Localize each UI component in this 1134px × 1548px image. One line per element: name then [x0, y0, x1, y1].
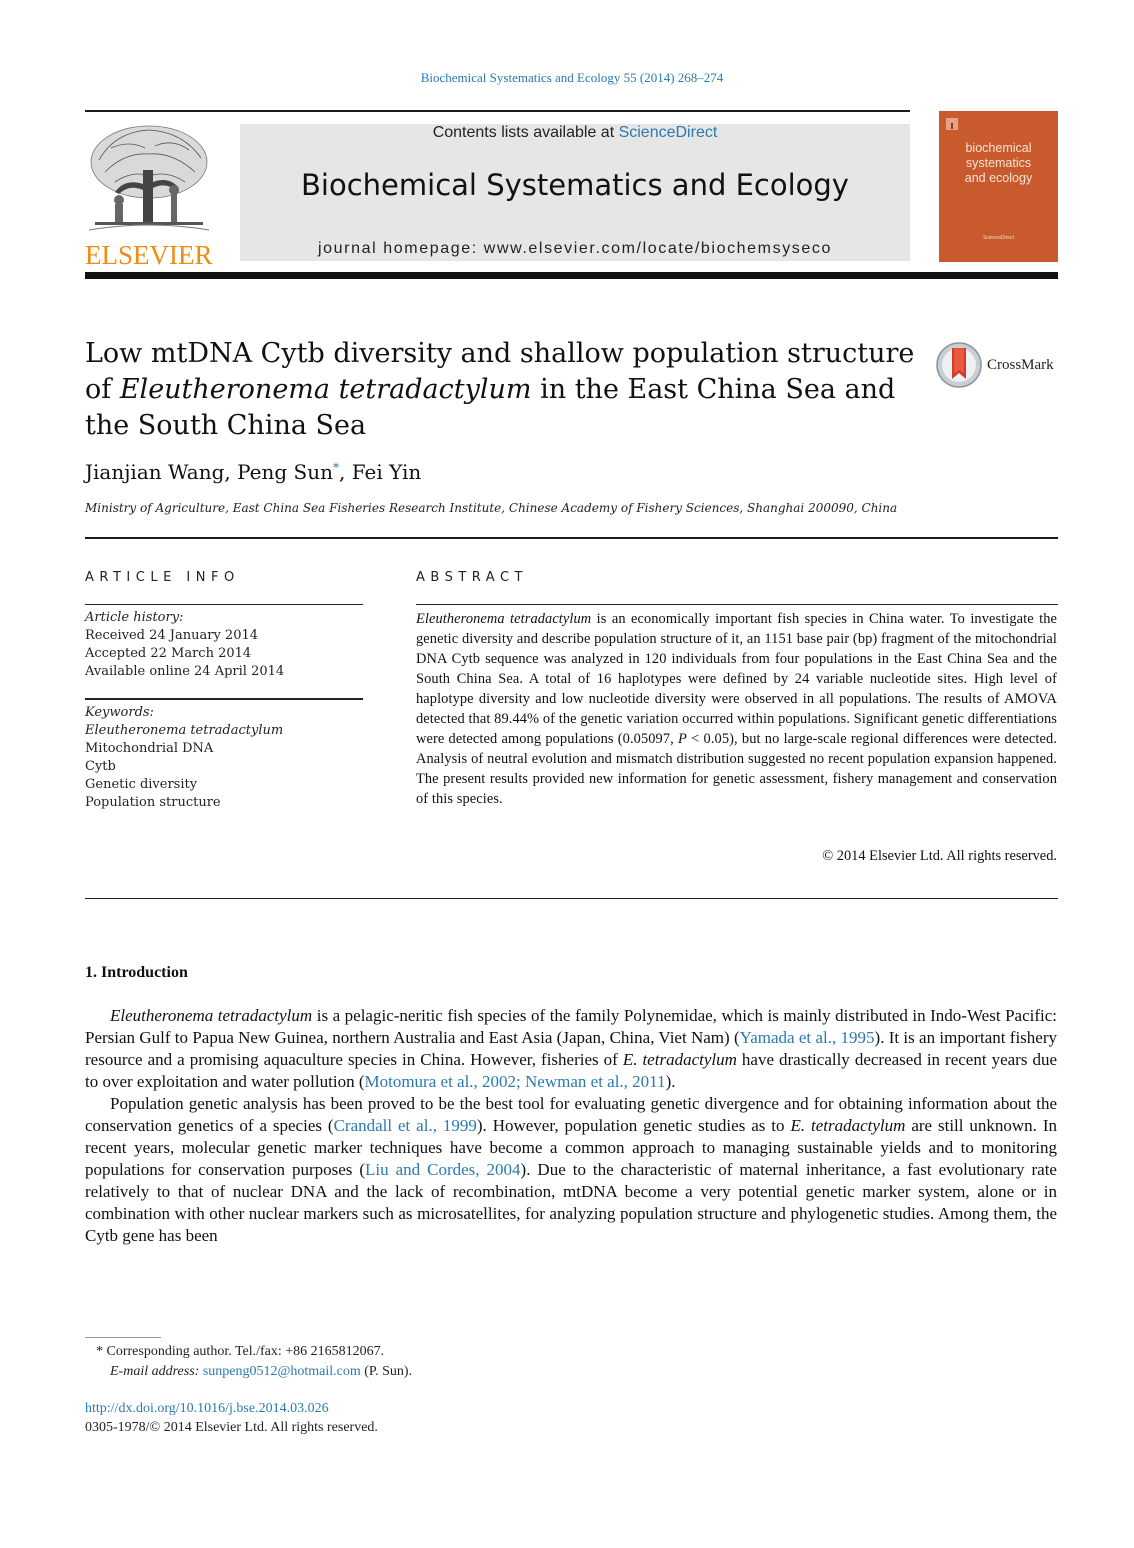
keywords-label: Keywords: [85, 705, 154, 720]
abstract-bottom-rule [85, 898, 1058, 899]
intro-species: E. tetradactylum [622, 1050, 737, 1069]
intro-text: are still unknown. In recent years, molecular genetic marker techniques have become a common approach to managing sustainable yields and to monitoring populations for conservation purposes ( [85, 1116, 1057, 1179]
issn-copyright: 0305-1978/© 2014 Elsevier Ltd. All rights reserved. [85, 1420, 378, 1435]
abstract-body-2: < 0.05), but no large-scale regional differences were detected. Analysis of neutral evolution and mismatch distribution suggested no recent population expansion happened. The present results provided new information for genetic assessment, fishery management and conservation of this species. [416, 731, 1057, 807]
citation-link[interactable]: Motomura et al., 2002; Newman et al., 2011 [364, 1072, 666, 1091]
abstract-heading: ABSTRACT [416, 570, 528, 585]
keyword-item: Genetic diversity [85, 777, 198, 792]
citation-link[interactable]: Liu and Cordes, 2004 [365, 1160, 521, 1179]
elsevier-wordmark: ELSEVIER [85, 240, 213, 270]
header-thick-rule [85, 272, 1058, 279]
email-link[interactable]: sunpeng0512@hotmail.com [202, 1364, 361, 1379]
history-label: Article history: [85, 610, 184, 625]
intro-text: ). Due to the characteristic of maternal inheritance, a fast evolutionary rate relatively to that of nuclear DNA and the lack of recombination, mtDNA become a very potential genetic marker system, alone or in combination with other nuclear markers such as microsatellites, for analyzing population structure and phylogenetic studies. Among them, the Cytb gene has been [85, 1160, 1057, 1245]
article-info-heading: ARTICLE INFO [85, 570, 240, 585]
elsevier-logo[interactable] [85, 122, 213, 270]
keyword-item: Cytb [85, 759, 116, 774]
corresponding-author-note [96, 1342, 412, 1362]
abstract-species: Eleutheronema tetradactylum [416, 611, 592, 627]
keywords-block [85, 704, 283, 812]
email-label: E-mail address: [110, 1364, 200, 1379]
crossmark-icon [935, 341, 983, 389]
accepted-date: Accepted 22 March 2014 [85, 646, 252, 661]
intro-species: Eleutheronema tetradactylum [110, 1006, 313, 1025]
intro-paragraph-2 [85, 1093, 1057, 1247]
cover-line-3: and ecology [964, 171, 1033, 185]
abstract-rule [416, 604, 1058, 605]
footnote-text: Corresponding author. Tel./fax: +86 2165812067. [103, 1344, 385, 1359]
intro-text: have drastically decreased in recent years due to over exploitation and water pollution ( [85, 1050, 1058, 1091]
intro-species: E. tetradactylum [790, 1116, 906, 1135]
abstract-body-1: is an economically important fish species in China water. To investigate the genetic diversity and describe population structure of it, an 1151 base pair (bp) fragment of the mitochondrial DNA Cytb sequence was analyzed in 120 individuals from four populations in the East China Sea and the South China Sea. A total of 16 haplotypes were defined by 24 variable nucleotide sites. High level of haplotype diversity and low nucleotide diversity were observed in all populations. The results of AMOVA detected that 89.44% of the genetic variation occurred within populations. Significant genetic differentiations were detected among populations (0.05097, [416, 611, 1058, 747]
title-part-2: in the East China Sea and the South China Sea [85, 374, 896, 441]
email-line [96, 1362, 412, 1382]
introduction-heading: 1. Introduction [85, 964, 188, 981]
affiliation-rule [85, 537, 1058, 539]
cover-line-2: systematics [965, 156, 1032, 170]
doi-block [85, 1399, 378, 1437]
author-list [85, 460, 421, 484]
received-date: Received 24 January 2014 [85, 628, 259, 643]
cover-line-1: biochemical [965, 141, 1032, 155]
keyword-item: Eleutheronema tetradactylum [85, 723, 284, 738]
cover-tree-icon [945, 117, 959, 131]
title-part-1: Low mtDNA Cytb diversity and shallow population structure of [85, 338, 915, 405]
keyword-item: Mitochondrial DNA [85, 741, 214, 756]
header-top-rule [85, 110, 910, 112]
intro-text: is a pelagic-neritic fish species of the family Polynemidae, which is mainly distributed in Indo-West Pacific: Persian Gulf to Papua New Guinea, northern Australia and East Asia (Japan, China, Viet Nam) ( [85, 1006, 1057, 1047]
contents-line [240, 124, 910, 142]
cover-title [939, 141, 1058, 186]
online-date: Available online 24 April 2014 [85, 664, 285, 679]
crossmark-label: CrossMark [987, 357, 1054, 373]
journal-homepage[interactable]: journal homepage: www.elsevier.com/locate/biochemsyseco [318, 240, 832, 257]
journal-reference[interactable]: Biochemical Systematics and Ecology 55 (2014) 268–274 [420, 70, 724, 85]
authors-part-2: , Fei Yin [339, 460, 422, 484]
keyword-item: Population structure [85, 795, 221, 810]
abstract-copyright: © 2014 Elsevier Ltd. All rights reserved. [822, 848, 1057, 864]
corresponding-author-marker[interactable]: * [333, 460, 340, 475]
contents-prefix: Contents lists available at [432, 124, 619, 141]
intro-text: ). It is an important fishery resource and a promising aquaculture species in China. However, fisheries of [85, 1028, 1057, 1069]
citation-link[interactable]: Crandall et al., 1999 [333, 1116, 477, 1135]
authors-part-1: Jianjian Wang, Peng Sun [85, 460, 334, 484]
intro-text: Population genetic analysis has been proved to be the best tool for evaluating genetic divergence and for obtaining information about the conservation genetics of a species ( [85, 1094, 1057, 1135]
keywords-rule [85, 698, 363, 700]
footnote-rule [85, 1337, 161, 1338]
doi-link[interactable]: http://dx.doi.org/10.1016/j.bse.2014.03.026 [85, 1401, 329, 1416]
introduction-body [85, 1005, 1057, 1247]
footnote [96, 1342, 412, 1382]
article-info-rule [85, 604, 363, 605]
intro-text: ). [665, 1072, 676, 1091]
journal-cover[interactable] [939, 111, 1058, 262]
article-history [85, 609, 284, 681]
footnote-star: * [96, 1344, 103, 1359]
intro-text: ). However, population genetic studies as to [476, 1116, 791, 1135]
email-suffix: (P. Sun). [360, 1364, 413, 1379]
cover-publisher: ScienceDirect [983, 235, 1014, 241]
article-title [85, 336, 915, 444]
journal-title: Biochemical Systematics and Ecology [301, 168, 849, 202]
intro-paragraph-1 [85, 1005, 1057, 1093]
sciencedirect-link[interactable]: ScienceDirect [618, 124, 718, 141]
affiliation: Ministry of Agriculture, East China Sea Fisheries Research Institute, Chinese Academy of Fishery Sciences, Shanghai 200090, China [85, 501, 898, 515]
crossmark-badge[interactable] [935, 341, 1060, 391]
abstract-p-symbol: P [678, 731, 687, 747]
title-species: Eleutheronema tetradactylum [119, 374, 532, 405]
abstract-text [416, 609, 1057, 809]
journal-banner [240, 124, 910, 261]
citation-link[interactable]: Yamada et al., 1995 [739, 1028, 875, 1047]
elsevier-tree-icon [85, 122, 213, 240]
